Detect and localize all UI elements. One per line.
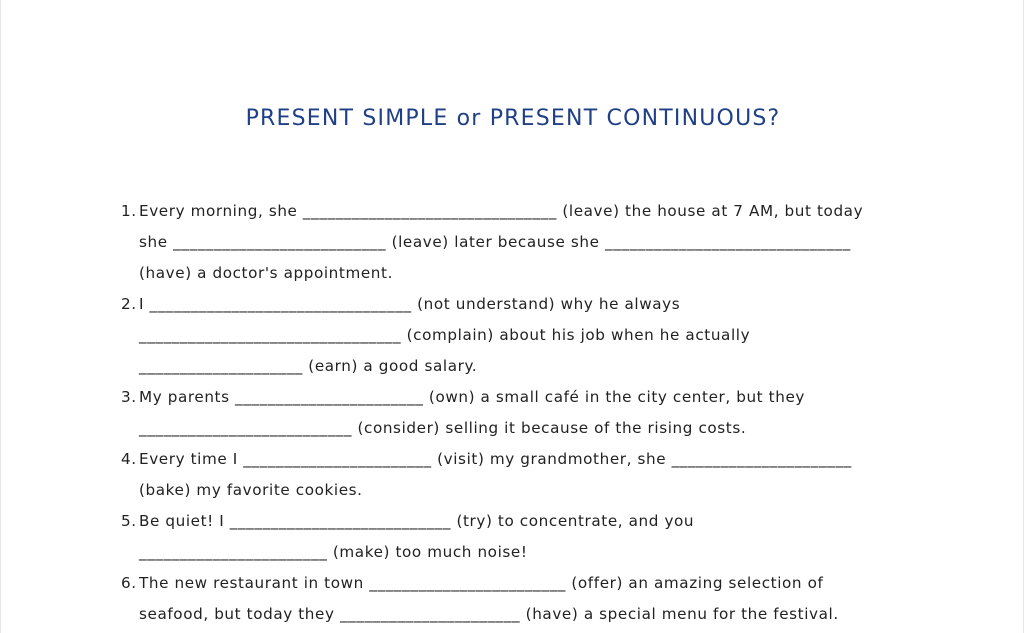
exercise-number: 6. [121, 574, 137, 592]
exercise-item-6 [121, 568, 921, 630]
exercise-item-4 [121, 444, 921, 506]
worksheet-title: PRESENT SIMPLE or PRESENT CONTINUOUS? [245, 106, 781, 131]
exercise-number: 2. [121, 295, 137, 313]
exercise-item-3 [121, 382, 921, 444]
exercise-text: Every time I _______________________ (visit) my grandmother, she ______________________ (bake) my favorite cookies. [139, 450, 852, 499]
exercise-text: My parents _______________________ (own) a small café in the city center, but they __________________________ (consider) selling it because of the rising costs. [139, 388, 805, 437]
exercise-number: 5. [121, 512, 137, 530]
exercise-text: I ________________________________ (not understand) why he always ________________________________ (complain) about his job when he actually ____________________ (earn) a good salary. [139, 295, 751, 375]
exercise-text: The new restaurant in town ________________________ (offer) an amazing selection of seafood, but today they ______________________ (have) a special menu for the festival. [139, 574, 839, 623]
exercise-list [121, 196, 921, 630]
exercise-number: 4. [121, 450, 137, 468]
exercise-number: 1. [121, 202, 137, 220]
exercise-item-2 [121, 289, 921, 382]
exercise-text: Every morning, she _______________________________ (leave) the house at 7 AM, but today she __________________________ (leave) later because she ______________________________ (have) a doctor's appointment. [139, 202, 864, 282]
exercise-item-1 [121, 196, 921, 289]
exercise-text: Be quiet! I ___________________________ (try) to concentrate, and you _______________________ (make) too much noise! [139, 512, 695, 561]
exercise-item-5 [121, 506, 921, 568]
exercise-number: 3. [121, 388, 137, 406]
